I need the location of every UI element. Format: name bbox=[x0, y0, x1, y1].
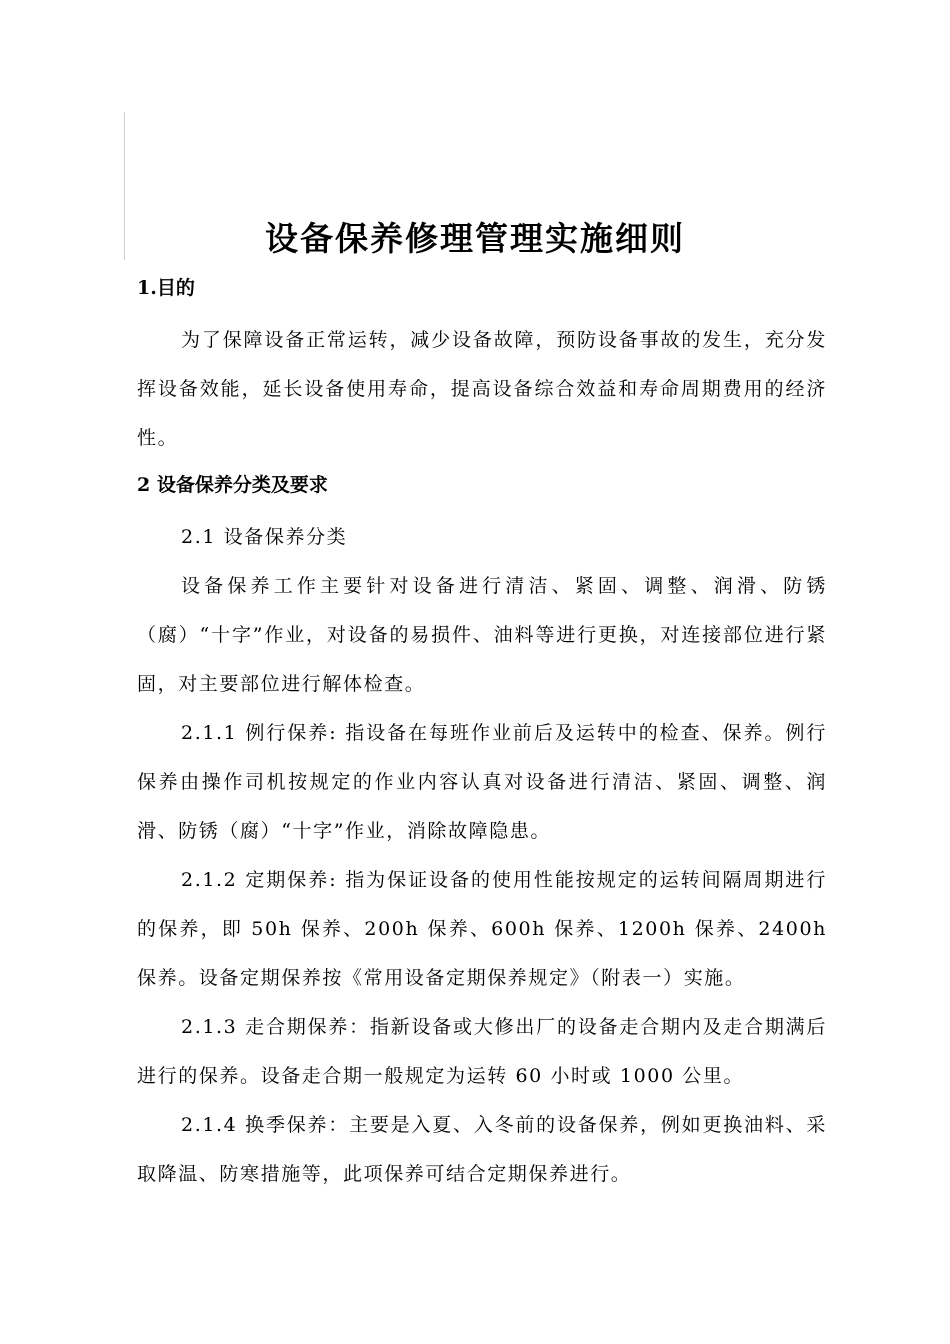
document-body bbox=[137, 268, 827, 1199]
section-heading: 1.目的 bbox=[137, 277, 195, 299]
paragraph-running-in-maintenance: 2.1.3 走合期保养：指新设备或大修出厂的设备走合期内及走合期满后进行的保养。设备走合期一般规定为运转 60 小时或 1000 公里。 bbox=[137, 1016, 827, 1087]
document-title: 设备保养修理管理实施细则 bbox=[265, 219, 685, 258]
section-maintenance-classification bbox=[137, 465, 827, 1199]
section-heading: 2 设备保养分类及要求 bbox=[137, 474, 328, 496]
paragraph-seasonal-maintenance: 2.1.4 换季保养：主要是入夏、入冬前的设备保养，例如更换油料、采取降温、防寒措施等，此项保养可结合定期保养进行。 bbox=[137, 1114, 827, 1185]
paragraph: 设备保养工作主要针对设备进行清洁、紧固、调整、润滑、防锈（腐）“十字”作业，对设备的易损件、油料等进行更换，对连接部位进行紧固，对主要部位进行解体检查。 bbox=[137, 575, 827, 695]
section-purpose bbox=[137, 268, 827, 463]
subsection-heading: 2.1 设备保养分类 bbox=[181, 526, 348, 548]
paragraph-routine-maintenance: 2.1.1 例行保养: 指设备在每班作业前后及运转中的检查、保养。例行保养由操作司机按规定的作业内容认真对设备进行清洁、紧固、调整、润滑、防锈（腐）“十字”作业，消除故障隐患。 bbox=[137, 722, 827, 842]
paragraph: 为了保障设备正常运转，减少设备故障，预防设备事故的发生，充分发挥设备效能，延长设备使用寿命，提高设备综合效益和寿命周期费用的经济性。 bbox=[137, 329, 827, 449]
paragraph-periodic-maintenance: 2.1.2 定期保养: 指为保证设备的使用性能按规定的运转间隔周期进行的保养，即 50h 保养、200h 保养、600h 保养、1200h 保养、2400h 保养。设备定期保养按《常用设备定期保养规定》（附表一）实施。 bbox=[137, 869, 827, 989]
